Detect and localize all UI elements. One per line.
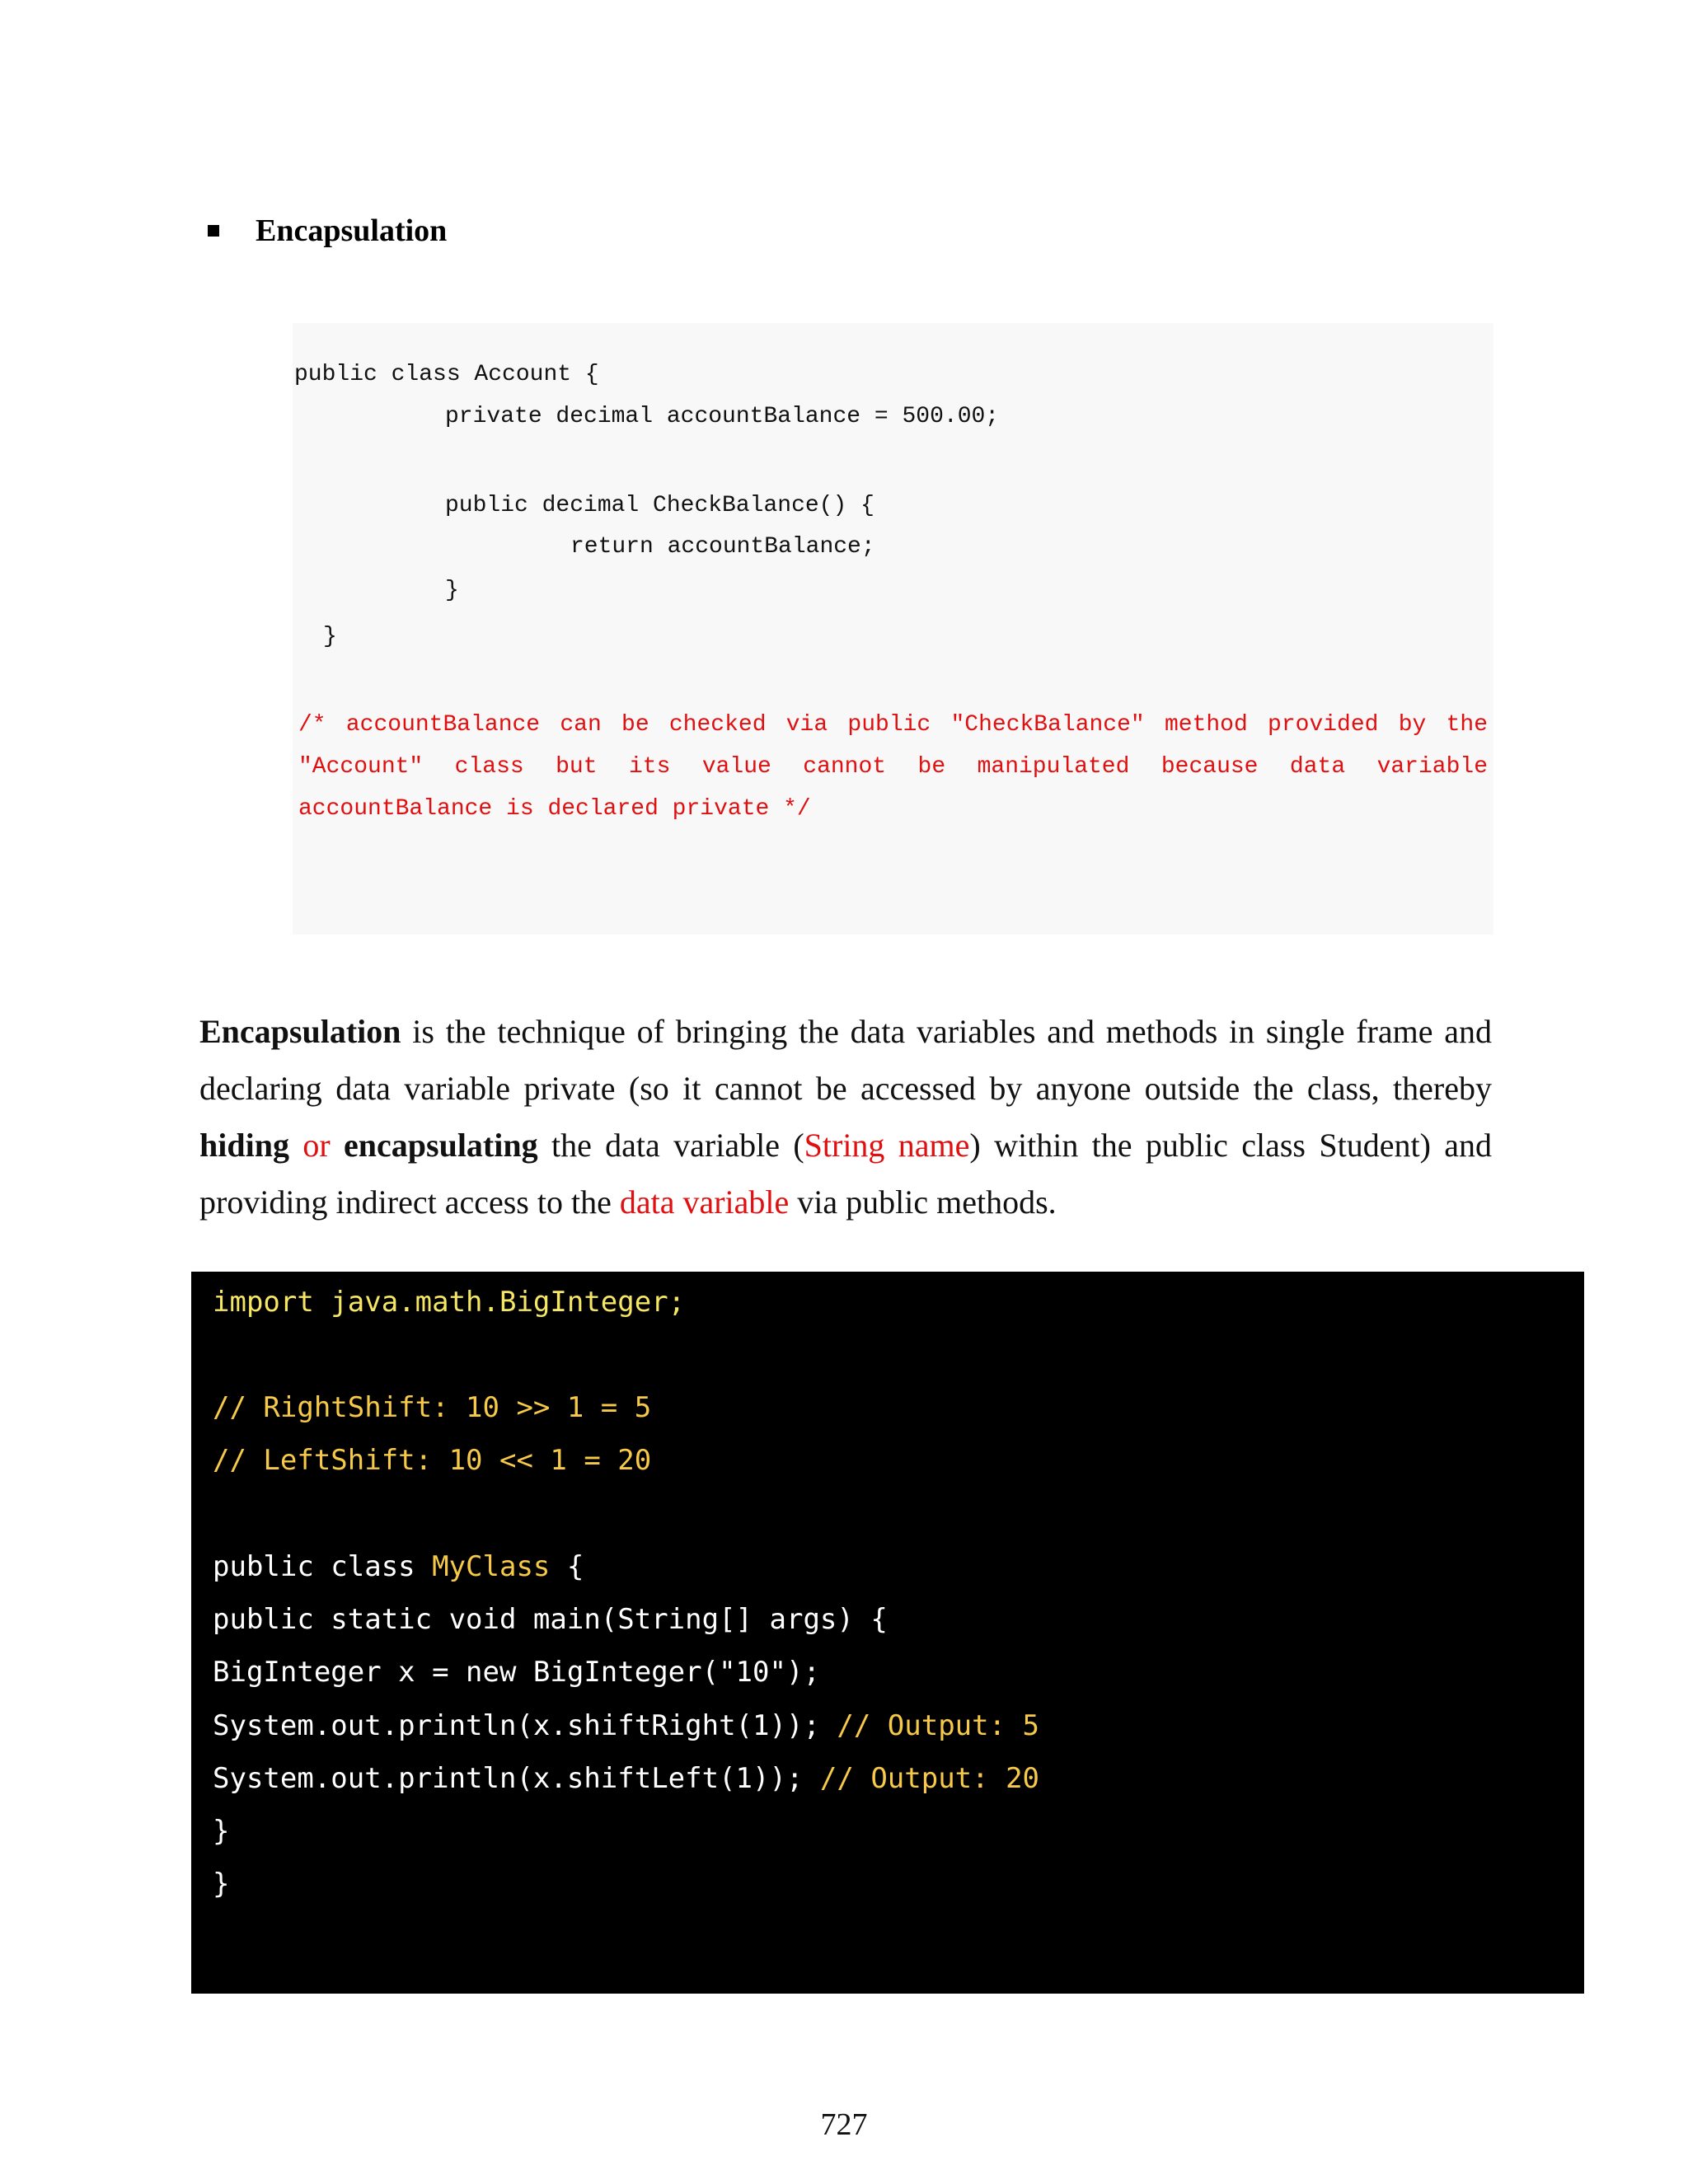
code-line-print-left — [213, 1758, 1039, 1799]
code-statement: System.out.println(x.shiftRight(1)); — [213, 1709, 837, 1742]
code-statement: System.out.println(x.shiftLeft(1)); — [213, 1762, 820, 1795]
encapsulation-paragraph — [199, 1003, 1492, 1230]
term-hiding: hiding — [199, 1127, 289, 1164]
code-keyword: public class — [213, 1550, 433, 1583]
code-line: public decimal CheckBalance() { — [445, 493, 874, 518]
code-comment: /* accountBalance can be checked via public "CheckBalance" method provided by the "Account" class but its value cannot be manipulated because data variable accountBalance is declared private */ — [298, 712, 1488, 822]
section-title: Encapsulation — [256, 213, 448, 248]
code-line: return accountBalance; — [570, 534, 875, 560]
code-line-class — [213, 1546, 584, 1587]
paragraph-text: via public methods. — [789, 1183, 1057, 1221]
code-line-print-right — [213, 1705, 1039, 1746]
code-line-decl: BigInteger x = new BigInteger("10"); — [213, 1656, 820, 1689]
code-line-close: } — [213, 1868, 230, 1900]
code-line: } — [323, 624, 337, 649]
code-comment-output: // Output: 5 — [837, 1709, 1040, 1742]
code-line-close: } — [213, 1815, 230, 1848]
page-number: 727 — [820, 2107, 868, 2142]
paragraph-text: or — [288, 1127, 344, 1164]
code-comment-output: // Output: 20 — [819, 1762, 1040, 1795]
code-comment-leftshift: // LeftShift: 10 << 1 = 20 — [213, 1444, 652, 1477]
code-line-import: import java.math.BigInteger; — [213, 1286, 686, 1319]
code-comment-rightshift: // RightShift: 10 >> 1 = 5 — [213, 1391, 652, 1424]
code-brace: { — [550, 1550, 584, 1583]
term-encapsulation: Encapsulation — [199, 1013, 401, 1050]
code-line: } — [445, 578, 459, 603]
paragraph-text: is the technique of bringing the data variables and methods in single frame and declaring data variable private (so it cannot be accessed by anyone outside the class, thereby — [199, 1013, 1492, 1107]
highlight-string-name: String name — [804, 1127, 970, 1164]
account-code-block — [293, 323, 1493, 935]
term-encapsulating: encapsulating — [344, 1127, 538, 1164]
paragraph-text: ) within the public class Student) and providing indirect access to the — [199, 1127, 1492, 1221]
code-line: public class Account { — [294, 362, 599, 387]
code-line-main: public static void main(String[] args) { — [213, 1603, 888, 1636]
code-line: private decimal accountBalance = 500.00; — [445, 404, 1000, 429]
myclass-code-block — [191, 1272, 1584, 1994]
paragraph-text: the data variable ( — [537, 1127, 804, 1164]
highlight-data-variable: data variable — [619, 1183, 790, 1221]
bullet-square-icon — [208, 225, 219, 237]
code-class-name: MyClass — [432, 1550, 551, 1583]
section-heading — [208, 206, 448, 255]
